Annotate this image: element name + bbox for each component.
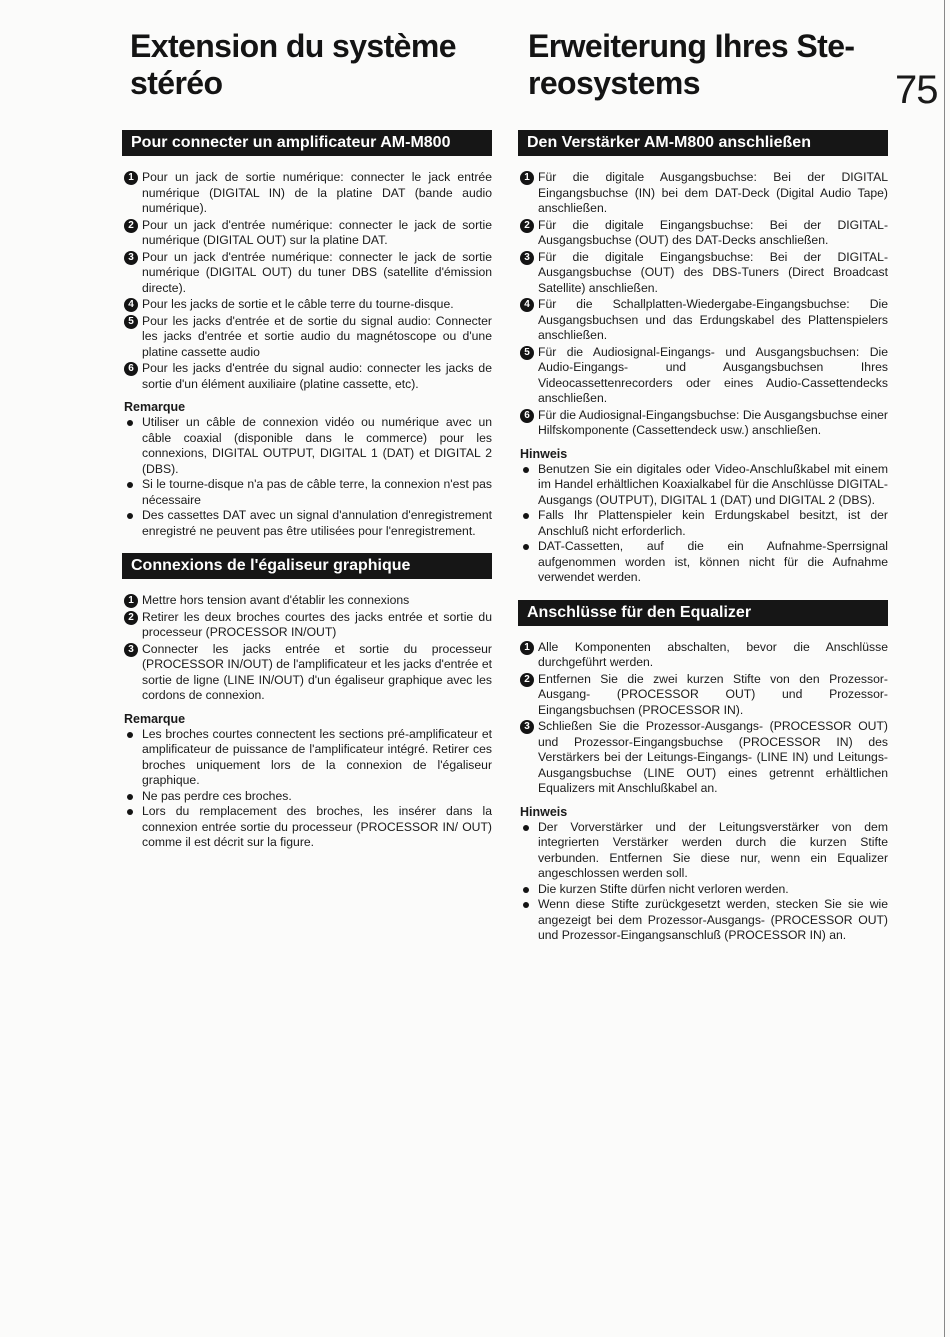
german-section2-list xyxy=(518,640,888,797)
numbered-step xyxy=(122,642,492,704)
note-text: Si le tourne-disque n'a pas de câble terre, la connexion n'est pas nécessaire xyxy=(142,477,492,507)
numbered-step xyxy=(518,672,888,719)
french-title-line1: Extension du système xyxy=(130,28,456,64)
german-column xyxy=(518,28,888,944)
numbered-step xyxy=(122,610,492,641)
german-section1-notes xyxy=(518,462,888,586)
step-number-badge: 1 xyxy=(124,171,138,185)
numbered-step xyxy=(518,640,888,671)
note-item xyxy=(518,539,888,586)
numbered-step xyxy=(518,297,888,344)
bullet-icon xyxy=(523,513,529,519)
french-section1-notes xyxy=(122,415,492,539)
step-number-badge: 3 xyxy=(520,251,534,265)
note-text: Utiliser un câble de connexion vidéo ou numérique avec un câble coaxial (disponible dans le commerce) pour les connexions, DIGITAL OUTPUT, DIGITAL 1 (DAT) et DIGITAL 2 (DBS). xyxy=(142,415,492,476)
french-column xyxy=(122,28,492,851)
note-text: Des cassettes DAT avec un signal d'annulation d'enregistrement enregistré ne peuvent pas être utilisées pour l'enregistrement. xyxy=(142,508,492,538)
note-text: Falls Ihr Plattenspieler kein Erdungskabel besitzt, ist der Anschluß nicht erforderlich. xyxy=(538,508,888,538)
note-text: Die kurzen Stifte dürfen nicht verloren werden. xyxy=(538,881,789,896)
step-number-badge: 3 xyxy=(124,251,138,265)
numbered-step xyxy=(122,170,492,217)
french-section2-notes xyxy=(122,727,492,851)
step-text: Pour un jack de sortie numérique: connecter le jack entrée numérique (DIGITAL IN) de la platine DAT (bande audio numérique). xyxy=(142,170,492,215)
note-item xyxy=(122,727,492,789)
step-number-badge: 2 xyxy=(124,219,138,233)
note-item xyxy=(518,820,888,882)
page-number: 75 xyxy=(895,68,938,112)
step-text: Für die Audiosignal-Eingangsbuchse: Die Ausgangsbuchse einer Hilfskomponente (Cassettendeck usw.) anschließen. xyxy=(538,407,888,437)
note-item xyxy=(518,882,888,898)
numbered-step xyxy=(122,361,492,392)
german-title-line1: Erweiterung Ihres Ste- xyxy=(528,28,855,64)
numbered-step xyxy=(122,297,492,313)
note-item xyxy=(122,789,492,805)
german-title xyxy=(528,28,888,108)
step-text: Pour un jack d'entrée numérique: connecter le jack de sortie numérique (DIGITAL OUT) sur la platine DAT. xyxy=(142,217,492,247)
note-text: Ne pas perdre ces broches. xyxy=(142,788,292,803)
bullet-icon xyxy=(523,544,529,550)
step-number-badge: 3 xyxy=(520,720,534,734)
step-text: Retirer les deux broches courtes des jacks entrée et sortie du processeur (PROCESSOR IN/OUT) xyxy=(142,609,492,639)
bullet-icon xyxy=(127,513,133,519)
numbered-step xyxy=(518,408,888,439)
numbered-step xyxy=(122,314,492,361)
step-number-badge: 6 xyxy=(520,409,534,423)
german-title-line2: reosystems xyxy=(528,65,700,101)
note-item xyxy=(518,897,888,944)
bullet-icon xyxy=(523,825,529,831)
note-item xyxy=(122,508,492,539)
step-text: Für die Audiosignal-Eingangs- und Ausgangsbuchsen: Die Audio-Eingangs- und Ausgangsbuchsen Ihres Videocassettenrecorders oder eines Audio-Cassettendecks anschließen. xyxy=(538,344,888,405)
german-section1-note-label: Hinweis xyxy=(520,446,568,461)
numbered-step xyxy=(518,719,888,797)
step-number-badge: 3 xyxy=(124,643,138,657)
note-item xyxy=(122,477,492,508)
german-section2-header: Anschlüsse für den Equalizer xyxy=(518,600,888,626)
german-section2-notes xyxy=(518,820,888,944)
note-item xyxy=(518,508,888,539)
numbered-step xyxy=(518,345,888,407)
french-title-line2: stéréo xyxy=(130,65,223,101)
numbered-step xyxy=(122,250,492,297)
bullet-icon xyxy=(127,732,133,738)
numbered-step xyxy=(518,218,888,249)
step-text: Für die digitale Ausgangsbuchse: Bei der DIGITAL Eingangsbuchse (IN) bei dem DAT-Deck (Digital Audio Tape) anschließen. xyxy=(538,170,888,215)
step-number-badge: 4 xyxy=(520,298,534,312)
step-text: Für die digitale Eingangsbuchse: Bei der DIGITAL-Ausgangsbuchse (OUT) des DAT-Decks anschließen. xyxy=(538,217,888,247)
bullet-icon xyxy=(127,482,133,488)
numbered-step xyxy=(122,593,492,609)
note-text: Wenn diese Stifte zurückgesetzt werden, stecken Sie sie wie angezeigt bei dem Prozessor-Ausgangs- (PROCESSOR OUT) und Prozessor-Eingangsanschluß (PROCESSOR IN) an. xyxy=(538,897,888,942)
step-text: Für die Schallplatten-Wiedergabe-Eingangsbuchse: Die Ausgangsbuchsen und das Erdungskabel des Plattenspielers anschließen. xyxy=(538,297,888,342)
french-title xyxy=(130,28,492,108)
bullet-icon xyxy=(127,794,133,800)
step-number-badge: 2 xyxy=(124,611,138,625)
step-text: Pour les jacks d'entrée et de sortie du signal audio: Connecter les jacks d'entrée et sortie audio du magnétoscope ou d'une platine cassette audio xyxy=(142,313,492,359)
german-section2-note-label: Hinweis xyxy=(520,804,568,819)
step-text: Schließen Sie die Prozessor-Ausgangs- (PROCESSOR OUT) und Prozessor-Eingangsbuchse (PROCESSOR IN) des Verstärkers bei der Leitungs-Eingangs- (LINE IN) und Leitungs-Ausgangsbuchse (LINE OUT) eines getrennt erhältlichen Equalizers mit Anschlußkabel an. xyxy=(538,719,888,795)
note-text: DAT-Cassetten, auf die ein Aufnahme-Sperrsignal aufgenommen worden ist, können nicht für die Aufnahme verwendet werden. xyxy=(538,539,888,584)
note-item xyxy=(122,804,492,851)
note-item xyxy=(122,415,492,477)
step-text: Connecter les jacks entrée et sortie du processeur (PROCESSOR IN/OUT) de l'amplificateur et les jacks d'entrée et sortie de ligne (LINE IN/OUT) d'un égaliseur graphique avec les cordons de connexion. xyxy=(142,641,492,702)
note-item xyxy=(518,462,888,509)
numbered-step xyxy=(122,218,492,249)
bullet-icon xyxy=(523,887,529,893)
step-number-badge: 1 xyxy=(520,641,534,655)
bullet-icon xyxy=(127,420,133,426)
french-section1-header: Pour connecter un amplificateur AM-M800 xyxy=(122,130,492,156)
bullet-icon xyxy=(523,467,529,473)
step-number-badge: 5 xyxy=(124,315,138,329)
german-section1-list xyxy=(518,170,888,439)
step-number-badge: 6 xyxy=(124,362,138,376)
bullet-icon xyxy=(523,902,529,908)
numbered-step xyxy=(518,170,888,217)
french-section2-list xyxy=(122,593,492,704)
step-text: Alle Komponenten abschalten, bevor die Anschlüsse durchgeführt werden. xyxy=(538,639,888,669)
step-number-badge: 2 xyxy=(520,219,534,233)
numbered-step xyxy=(518,250,888,297)
french-section1-list xyxy=(122,170,492,392)
step-number-badge: 5 xyxy=(520,346,534,360)
note-text: Les broches courtes connectent les sections pré-amplificateur et amplificateur de puissance de l'amplificateur intégré. Retirer ces broches uniquement lors de la connexion de l'égaliseur graphique. xyxy=(142,726,492,787)
step-text: Pour un jack d'entrée numérique: connecter le jack de sortie numérique (DIGITAL OUT) du tuner DBS (satellite d'émission directe). xyxy=(142,249,492,295)
step-number-badge: 4 xyxy=(124,298,138,312)
step-number-badge: 1 xyxy=(520,171,534,185)
step-text: Mettre hors tension avant d'établir les connexions xyxy=(142,593,410,607)
step-text: Entfernen Sie die zwei kurzen Stifte von den Prozessor-Ausgang- (PROCESSOR OUT) und Prozessor-Eingangsbuchsen (PROCESSOR IN). xyxy=(538,671,888,717)
french-section2-note-label: Remarque xyxy=(124,711,186,726)
step-text: Für die digitale Eingangsbuchse: Bei der DIGITAL-Ausgangsbuchse (OUT) des DBS-Tuners (Direct Broadcast Satellite) anschließen. xyxy=(538,249,888,295)
german-section1-header: Den Verstärker AM-M800 anschließen xyxy=(518,130,888,156)
note-text: Benutzen Sie ein digitales oder Video-Anschlußkabel mit einem im Handel erhältlichen Koaxialkabel für die Anschlüsse DIGITAL-Ausgangs (OUTPUT), DIGITAL 1 (DAT) und DIGITAL 2 (DBS). xyxy=(538,461,888,507)
french-section2-header: Connexions de l'égaliseur graphique xyxy=(122,553,492,579)
step-number-badge: 2 xyxy=(520,673,534,687)
note-text: Lors du remplacement des broches, les insérer dans la connexion entrée sortie du processeur (PROCESSOR IN/ OUT) comme il est décrit sur la figure. xyxy=(142,804,492,849)
note-text: Der Vorverstärker und der Leitungsverstärker von dem integrierten Verstärker werden durch die kurzen Stifte verbunden. Entfernen Sie diese nur, wenn ein Equalizer angeschlossen werden soll. xyxy=(538,819,888,880)
step-text: Pour les jacks de sortie et le câble terre du tourne-disque. xyxy=(142,297,454,311)
bullet-icon xyxy=(127,809,133,815)
french-section1-note-label: Remarque xyxy=(124,400,186,414)
page-edge-line xyxy=(944,0,945,1337)
step-text: Pour les jacks d'entrée du signal audio: connecter les jacks de sortie d'un élément auxiliaire (platine cassette, etc). xyxy=(142,361,492,391)
step-number-badge: 1 xyxy=(124,594,138,608)
